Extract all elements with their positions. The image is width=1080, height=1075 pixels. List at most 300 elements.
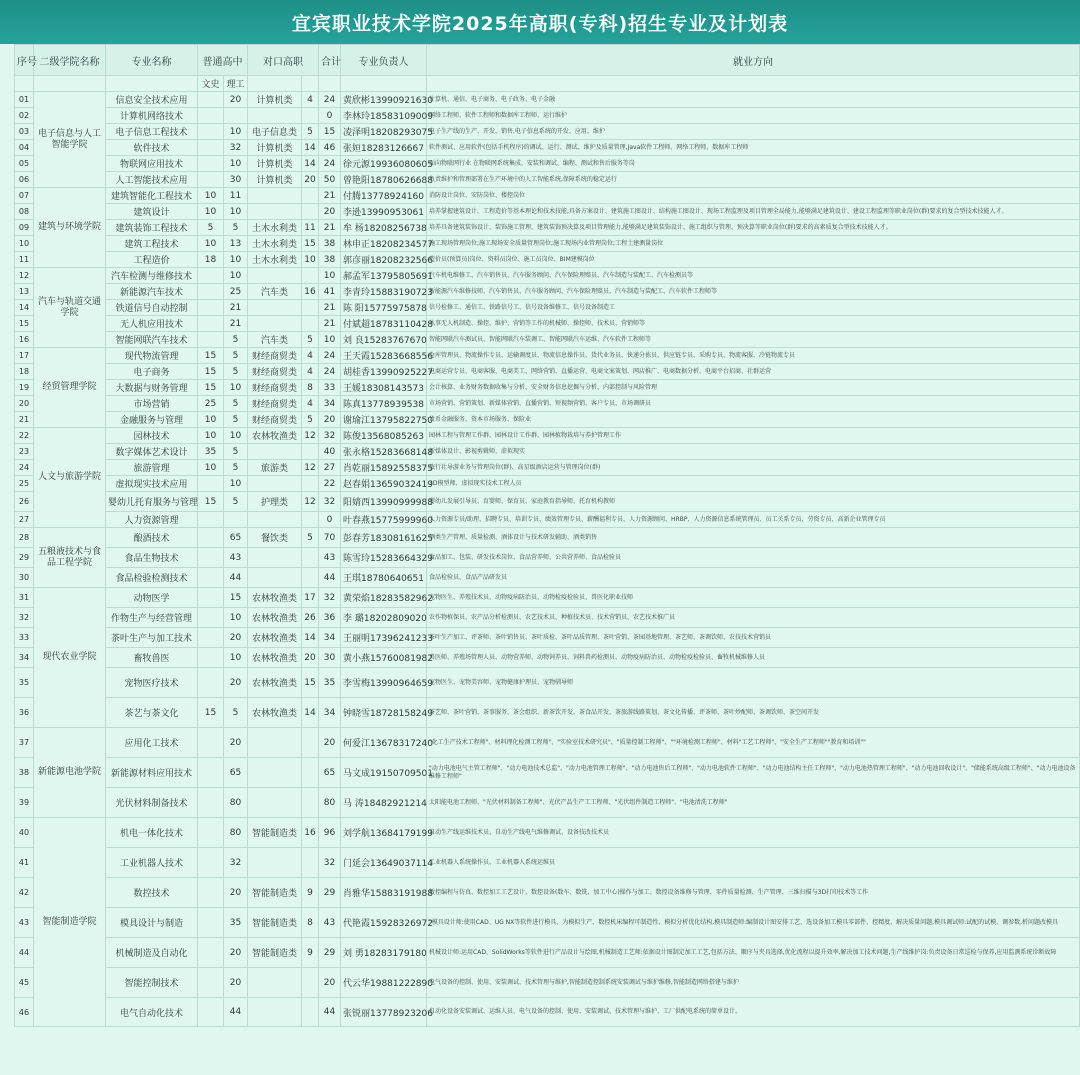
table-row — [15, 364, 1080, 380]
total-cell: 32 — [319, 492, 341, 512]
seq-cell: 46 — [15, 998, 34, 1027]
total-cell: 34 — [319, 628, 341, 648]
seq-cell: 11 — [15, 252, 34, 268]
seq-cell: 14 — [15, 300, 34, 316]
seq-cell: 33 — [15, 628, 34, 648]
major-cell: 汽车检测与维修技术 — [106, 268, 198, 284]
leader-cell: 王丽明17396241233 — [341, 628, 427, 648]
vocational-count-cell — [302, 316, 319, 332]
science-cell: 32 — [224, 140, 248, 156]
total-cell: 70 — [319, 528, 341, 548]
career-cell: 婴幼儿发展引导员、育婴师、保育员、家庭教育指导师、托育机构教师 — [427, 492, 1080, 512]
seq-cell: 06 — [15, 172, 34, 188]
leader-cell: 阳婧西13990999988 — [341, 492, 427, 512]
table-row — [15, 512, 1080, 528]
header-college: 二级学院名称 — [34, 45, 106, 76]
leader-cell: 陈 阳15775975878 — [341, 300, 427, 316]
leader-cell: 李 璐18202809020 — [341, 608, 427, 628]
seq-cell: 44 — [15, 938, 34, 968]
seq-cell: 34 — [15, 648, 34, 668]
vocational-category-cell: 农林牧渔类 — [248, 648, 302, 668]
arts-cell — [198, 124, 224, 140]
vocational-category-cell — [248, 512, 302, 528]
leader-cell: 谢瑜江13795822750 — [341, 412, 427, 428]
arts-cell — [198, 728, 224, 758]
major-cell: 虚拟现实技术应用 — [106, 476, 198, 492]
arts-cell: 15 — [198, 364, 224, 380]
arts-cell — [198, 588, 224, 608]
seq-cell: 22 — [15, 428, 34, 444]
vocational-count-cell: 12 — [302, 428, 319, 444]
leader-cell: 徐元源19936080605 — [341, 156, 427, 172]
college-cell: 新能源电池学院 — [34, 728, 106, 818]
vocational-category-cell: 汽车类 — [248, 332, 302, 348]
career-cell: 施工现场管理岗位;施工现场安全质量管理岗位;施工现场内业管理岗位;工程土建测量岗位 — [427, 236, 1080, 252]
leader-cell: 郭彦丽18208232566 — [341, 252, 427, 268]
vocational-category-cell: 土木水利类 — [248, 252, 302, 268]
subheader-blank — [319, 76, 341, 92]
total-cell: 27 — [319, 460, 341, 476]
vocational-category-cell: 财经商贸类 — [248, 348, 302, 364]
major-cell: 建筑工程技术 — [106, 236, 198, 252]
total-cell: 34 — [319, 698, 341, 728]
career-cell: 负责维护和管理部署在生产环境中的人工智能系统,保障系统的稳定运行 — [427, 172, 1080, 188]
table-row — [15, 220, 1080, 236]
table-row — [15, 968, 1080, 998]
vocational-category-cell: 旅游类 — [248, 460, 302, 476]
vocational-category-cell — [248, 568, 302, 588]
vocational-count-cell — [302, 968, 319, 998]
arts-cell — [198, 608, 224, 628]
total-cell: 36 — [319, 608, 341, 628]
career-cell: 信号检修工、通信工、铁路信号工、信号设备维修工、信号设备制造工 — [427, 300, 1080, 316]
vocational-count-cell: 4 — [302, 396, 319, 412]
total-cell: 32 — [319, 848, 341, 878]
major-cell: 数字媒体艺术设计 — [106, 444, 198, 460]
vocational-count-cell — [302, 788, 319, 818]
total-cell: 20 — [319, 728, 341, 758]
table-row — [15, 528, 1080, 548]
science-cell: 5 — [224, 412, 248, 428]
arts-cell: 10 — [198, 428, 224, 444]
science-cell: 21 — [224, 300, 248, 316]
table-row — [15, 758, 1080, 788]
header-major: 专业名称 — [106, 45, 198, 76]
science-cell: 10 — [224, 124, 248, 140]
career-cell: "化工生产技术工程师"、材料理化检测工程师"、"实验室技术研究员"、"质量控制工程师"、""环境检测工程师"、材料"工艺工程师"、"安全生产工程师""教育和培训"" — [427, 728, 1080, 758]
major-cell: 数控技术 — [106, 878, 198, 908]
major-cell: 旅游管理 — [106, 460, 198, 476]
major-cell: 物联网应用技术 — [106, 156, 198, 172]
vocational-category-cell: 农林牧渔类 — [248, 668, 302, 698]
subheader-science: 理工 — [224, 76, 248, 92]
subheader-blank — [106, 76, 198, 92]
major-cell: 铁道信号自动控制 — [106, 300, 198, 316]
career-cell: 兽医师、养殖场管理人员、动物营养师、动物饲养员、饲料兽药检测员、动物疫病防治员、动物检疫检验员、畜牧机械维修人员 — [427, 648, 1080, 668]
leader-cell: 李林玲18583109009 — [341, 108, 427, 124]
arts-cell — [198, 668, 224, 698]
total-cell: 38 — [319, 236, 341, 252]
table-row — [15, 548, 1080, 568]
table-row — [15, 878, 1080, 908]
career-cell: 茶叶生产加工、评茶师、茶叶销售员、茶叶质检、茶叶品质管理、茶叶营销、茶园基地管理、茶艺师、茶调饮师、农技技术营销员 — [427, 628, 1080, 648]
vocational-category-cell — [248, 476, 302, 492]
leader-cell: 王天霞15283668556 — [341, 348, 427, 364]
table-row — [15, 348, 1080, 364]
vocational-count-cell — [302, 108, 319, 124]
leader-cell: 黄小燕15760081982 — [341, 648, 427, 668]
subheader-blank — [248, 76, 302, 92]
career-cell: 培养掌握建筑设计、工程造价等基本理论和技术技能,具备方案设计、建筑施工图设计、结构施工图设计、现场工程监理及项目管理全局能力,能够满足建筑设计、建设工程监理等职业岗位(群)要求的复合型技术技能人才。 — [427, 204, 1080, 220]
arts-cell — [198, 108, 224, 124]
career-cell: 宠物医生、宠物美容师、宠物健康护理员、宠物驯导师 — [427, 668, 1080, 698]
science-cell: 21 — [224, 316, 248, 332]
vocational-category-cell — [248, 758, 302, 788]
science-cell: 10 — [224, 252, 248, 268]
career-cell: 软件测试、应用软件(包括手机程序)的调试、运行、测试、维护及质量管理,Java软件工程师、网络工程师、数据库工程师 — [427, 140, 1080, 156]
vocational-category-cell: 土木水利类 — [248, 236, 302, 252]
vocational-category-cell — [248, 728, 302, 758]
page-title: 宜宾职业技术学院2025年高职(专科)招生专业及计划表 — [0, 0, 1080, 44]
table-row — [15, 396, 1080, 412]
leader-cell: 牟 杨18208256738 — [341, 220, 427, 236]
table-row — [15, 444, 1080, 460]
table-row — [15, 188, 1080, 204]
major-cell: 计算机网络技术 — [106, 108, 198, 124]
vocational-category-cell — [248, 848, 302, 878]
table-row — [15, 728, 1080, 758]
vocational-count-cell — [302, 188, 319, 204]
arts-cell — [198, 268, 224, 284]
vocational-category-cell: 财经商贸类 — [248, 364, 302, 380]
seq-cell: 10 — [15, 236, 34, 252]
total-cell: 40 — [319, 444, 341, 460]
vocational-category-cell: 餐饮类 — [248, 528, 302, 548]
career-cell: 旅行社导游业务与管理岗位(群)、高星级酒店运营与管理岗位(群) — [427, 460, 1080, 476]
science-cell: 65 — [224, 528, 248, 548]
table-row — [15, 788, 1080, 818]
vocational-count-cell: 14 — [302, 140, 319, 156]
table-row — [15, 268, 1080, 284]
subheader-arts: 文史 — [198, 76, 224, 92]
career-cell: 新媒体设计、影视剪辑师、虚拟现实 — [427, 444, 1080, 460]
total-cell: 32 — [319, 588, 341, 608]
vocational-count-cell — [302, 476, 319, 492]
table-row — [15, 460, 1080, 476]
science-cell: 44 — [224, 568, 248, 588]
table-row — [15, 848, 1080, 878]
college-cell: 现代农业学院 — [34, 588, 106, 728]
career-cell: 新能源汽车维修技师、汽车销售员、汽车服务顾问、汽车保险理赔员、汽车制造与装配工、汽车软件工程师等 — [427, 284, 1080, 300]
table-row — [15, 998, 1080, 1027]
science-cell: 5 — [224, 396, 248, 412]
vocational-category-cell: 土木水利类 — [248, 220, 302, 236]
science-cell — [224, 512, 248, 528]
seq-cell: 43 — [15, 908, 34, 938]
leader-cell: 黄荣焰18283582962 — [341, 588, 427, 608]
career-cell: 会计核算、业务财务数据收集与分析、安全财务信息挖掘与分析、内部控制与风险管理 — [427, 380, 1080, 396]
seq-cell: 31 — [15, 588, 34, 608]
leader-cell: 付腾13778924160 — [341, 188, 427, 204]
major-cell: 酿酒技术 — [106, 528, 198, 548]
vocational-count-cell: 14 — [302, 698, 319, 728]
college-cell: 人文与旅游学院 — [34, 428, 106, 528]
seq-cell: 45 — [15, 968, 34, 998]
major-cell: 无人机应用技术 — [106, 316, 198, 332]
arts-cell: 15 — [198, 492, 224, 512]
career-cell: "模具设计师:使用CAD、UG NX等软件进行模具、为模拟生产、数控机床编程可制造性、模拟分析优化结构,模具制造师:编制设计图安排工艺、选设备加工模具零部件、控精度、解决质量问题,模具调试师:试配的试模、调参数,析问题改模具 — [427, 908, 1080, 938]
seq-cell: 18 — [15, 364, 34, 380]
seq-cell: 17 — [15, 348, 34, 364]
science-cell: 20 — [224, 728, 248, 758]
arts-cell: 25 — [198, 396, 224, 412]
major-cell: 食品检验检测技术 — [106, 568, 198, 588]
seq-cell: 21 — [15, 412, 34, 428]
table-row — [15, 698, 1080, 728]
vocational-category-cell — [248, 188, 302, 204]
career-cell: 培养具备建筑装饰设计、装饰施工管理、建筑装饰预决算及项目管理能力,能够满足建筑装饰设计、施工组织与管理、预决算等职业岗位(群)要求的高素质复合型技术技能人才。 — [427, 220, 1080, 236]
arts-cell: 10 — [198, 188, 224, 204]
total-cell: 24 — [319, 364, 341, 380]
career-cell: 机械设计师:运用CAD、SolidWorks等软件进行产品设计与绘图,机械制造工艺师:依据设计图制定加工工艺,包括方法、顺序与夹具选择,优化流程以提升效率,解决加工技术问题,生产线维护岗:负责设备日常巡检与保养,应用监测系统诊断故障 — [427, 938, 1080, 968]
seq-cell: 05 — [15, 156, 34, 172]
career-cell: 面向物联网行业 在物联网系统集成、安装和调试、编程、测试和售后服务等岗 — [427, 156, 1080, 172]
vocational-category-cell: 智能制造类 — [248, 938, 302, 968]
leader-cell: 刘 良15283767670 — [341, 332, 427, 348]
major-cell: 建筑智能化工程技术 — [106, 188, 198, 204]
leader-cell: 代云华19881222890 — [341, 968, 427, 998]
vocational-count-cell — [302, 512, 319, 528]
arts-cell — [198, 316, 224, 332]
major-cell: 光伏材料制备技术 — [106, 788, 198, 818]
seq-cell: 24 — [15, 460, 34, 476]
major-cell: 人工智能技术应用 — [106, 172, 198, 188]
total-cell: 35 — [319, 668, 341, 698]
career-cell: 自动生产线运维技术员、自动生产线电气维修调试、设备技改技术员 — [427, 818, 1080, 848]
major-cell: 模具设计与制造 — [106, 908, 198, 938]
arts-cell — [198, 788, 224, 818]
total-cell: 43 — [319, 548, 341, 568]
leader-cell: 凌泽明18208293075 — [341, 124, 427, 140]
career-cell: 食品加工、包装、研发技术岗位、食品营养师、公共营养师、食品检验员 — [427, 548, 1080, 568]
science-cell: 20 — [224, 92, 248, 108]
table-row — [15, 316, 1080, 332]
major-cell: 电子商务 — [106, 364, 198, 380]
vocational-category-cell — [248, 268, 302, 284]
leader-cell: 李逊13990953061 — [341, 204, 427, 220]
table-row — [15, 204, 1080, 220]
arts-cell — [198, 968, 224, 998]
table-row — [15, 92, 1080, 108]
seq-cell: 27 — [15, 512, 34, 528]
table-row — [15, 568, 1080, 588]
total-cell: 44 — [319, 568, 341, 588]
total-cell: 24 — [319, 156, 341, 172]
seq-cell: 16 — [15, 332, 34, 348]
vocational-count-cell — [302, 300, 319, 316]
vocational-count-cell: 12 — [302, 460, 319, 476]
table-row — [15, 284, 1080, 300]
vocational-count-cell: 8 — [302, 380, 319, 396]
table-row — [15, 588, 1080, 608]
seq-cell: 15 — [15, 316, 34, 332]
career-cell: 汽车机电维修工、汽车销售员、汽车服务顾问、汽车保险理赔员、汽车制造与装配工、汽车检测员等 — [427, 268, 1080, 284]
career-cell: 数控编程与仿真、数控加工工艺设计、数控设备(数车、数铣、加工中心)操作与加工、数控设备维修与管理、零件质量检测、生产管理、三维扫描与3D打印技术等工作 — [427, 878, 1080, 908]
science-cell: 15 — [224, 588, 248, 608]
arts-cell: 15 — [198, 698, 224, 728]
leader-cell: 何爱江13678317240 — [341, 728, 427, 758]
major-cell: 市场营销 — [106, 396, 198, 412]
table-row — [15, 608, 1080, 628]
vocational-category-cell: 智能制造类 — [248, 818, 302, 848]
career-cell: 太阳能电池工程师、"光伏材料制备工程师"、光伏产品生产工工程师、"光伏组件制造工程师"、"电池清洗工程师" — [427, 788, 1080, 818]
seq-cell: 30 — [15, 568, 34, 588]
leader-cell: 曾艳阳18780626688 — [341, 172, 427, 188]
science-cell: 80 — [224, 788, 248, 818]
vocational-count-cell — [302, 548, 319, 568]
major-cell: 软件技术 — [106, 140, 198, 156]
leader-cell: 肖雅华15883191988 — [341, 878, 427, 908]
vocational-count-cell: 4 — [302, 92, 319, 108]
seq-cell: 40 — [15, 818, 34, 848]
vocational-count-cell: 5 — [302, 528, 319, 548]
seq-cell: 13 — [15, 284, 34, 300]
arts-cell — [198, 938, 224, 968]
vocational-category-cell: 计算机类 — [248, 172, 302, 188]
science-cell: 10 — [224, 156, 248, 172]
major-cell: 金融服务与管理 — [106, 412, 198, 428]
career-cell: 消防设计岗位、安防岗位、楼控岗位 — [427, 188, 1080, 204]
seq-cell: 03 — [15, 124, 34, 140]
leader-cell: 王媛18308143573 — [341, 380, 427, 396]
major-cell: 食品生物技术 — [106, 548, 198, 568]
seq-cell: 02 — [15, 108, 34, 124]
vocational-category-cell: 财经商贸类 — [248, 380, 302, 396]
science-cell: 11 — [224, 188, 248, 204]
table-row — [15, 236, 1080, 252]
vocational-count-cell: 15 — [302, 668, 319, 698]
seq-cell: 36 — [15, 698, 34, 728]
major-cell: 新能源汽车技术 — [106, 284, 198, 300]
seq-cell: 25 — [15, 476, 34, 492]
leader-cell: 李雪梅13990964659 — [341, 668, 427, 698]
table-row — [15, 124, 1080, 140]
arts-cell — [198, 156, 224, 172]
seq-cell: 41 — [15, 848, 34, 878]
total-cell: 20 — [319, 204, 341, 220]
science-cell: 10 — [224, 428, 248, 444]
science-cell: 5 — [224, 698, 248, 728]
science-cell: 32 — [224, 848, 248, 878]
vocational-category-cell: 护理类 — [248, 492, 302, 512]
career-cell: 市场营销、营销策划、新媒体营销、直播营销、短视频营销、客户专员、市场调研员 — [427, 396, 1080, 412]
leader-cell: 马 涛18482921214 — [341, 788, 427, 818]
vocational-count-cell — [302, 268, 319, 284]
total-cell: 20 — [319, 968, 341, 998]
vocational-category-cell: 农林牧渔类 — [248, 628, 302, 648]
science-cell: 80 — [224, 818, 248, 848]
vocational-count-cell: 9 — [302, 878, 319, 908]
major-cell: 电气自动化技术 — [106, 998, 198, 1027]
leader-cell: 马文成19150709501 — [341, 758, 427, 788]
science-cell: 5 — [224, 444, 248, 460]
table-row — [15, 332, 1080, 348]
career-cell: 仓库管理员、物流操作专员、运输调度员、物流信息操作员、货代业务员、快递分拣员、供应链专员、采购专员、物流客服、冷链物流专员 — [427, 348, 1080, 364]
leader-cell: 肖乾丽15892558375 — [341, 460, 427, 476]
table-row — [15, 172, 1080, 188]
career-cell: 计算机、通信、电子商务、电子政务、电子金融 — [427, 92, 1080, 108]
arts-cell — [198, 172, 224, 188]
science-cell: 43 — [224, 548, 248, 568]
leader-cell: 王琪18780640651 — [341, 568, 427, 588]
enrollment-table — [14, 44, 1080, 1027]
career-cell: "动力电池电气主管工程师"、"动力电池技术总监"、"动力电池管理工程师"、"动力电池售后工程师"、"动力电池软件工程师"、"动力电池结构主任工程师"、"动力电池热管理工程师"、"动力电池回收设计"、"储能系统高级工程师"、"动力电池设备维修工程师" — [427, 758, 1080, 788]
science-cell: 10 — [224, 204, 248, 220]
arts-cell: 35 — [198, 444, 224, 460]
science-cell: 5 — [224, 364, 248, 380]
table-row — [15, 628, 1080, 648]
subheader-blank — [302, 76, 319, 92]
vocational-count-cell: 14 — [302, 156, 319, 172]
vocational-category-cell: 智能制造类 — [248, 908, 302, 938]
science-cell: 65 — [224, 758, 248, 788]
header-career: 就业方向 — [427, 45, 1080, 76]
subheader-blank — [15, 76, 34, 92]
arts-cell: 5 — [198, 220, 224, 236]
career-cell: 电商运营专员、电商客服、电商美工、网络营销、直播运营、电商文案策划、网店推广、电商数据分析、电商平台招商、社群运营 — [427, 364, 1080, 380]
seq-cell: 09 — [15, 220, 34, 236]
vocational-category-cell: 农林牧渔类 — [248, 608, 302, 628]
leader-cell: 张锐丽13778923206 — [341, 998, 427, 1027]
table-row — [15, 412, 1080, 428]
college-cell: 经贸管理学院 — [34, 348, 106, 428]
total-cell: 38 — [319, 252, 341, 268]
total-cell: 20 — [319, 412, 341, 428]
arts-cell — [198, 140, 224, 156]
science-cell: 25 — [224, 284, 248, 300]
seq-cell: 12 — [15, 268, 34, 284]
science-cell: 5 — [224, 220, 248, 236]
major-cell: 茶叶生产与加工技术 — [106, 628, 198, 648]
science-cell: 44 — [224, 998, 248, 1027]
leader-cell: 黄欣彬13990921630 — [341, 92, 427, 108]
leader-cell: 陈真13778939538 — [341, 396, 427, 412]
arts-cell — [198, 284, 224, 300]
total-cell: 34 — [319, 396, 341, 412]
career-cell: 从事无人机制造、操控、维护、营销等工作的机械师、操控师、技术员、营销师等 — [427, 316, 1080, 332]
table-row — [15, 668, 1080, 698]
arts-cell: 10 — [198, 236, 224, 252]
vocational-count-cell: 5 — [302, 124, 319, 140]
college-cell: 汽车与轨道交通学院 — [34, 268, 106, 348]
major-cell: 园林技术 — [106, 428, 198, 444]
vocational-count-cell — [302, 998, 319, 1027]
vocational-category-cell: 智能制造类 — [248, 878, 302, 908]
total-cell: 10 — [319, 332, 341, 348]
arts-cell: 18 — [198, 252, 224, 268]
major-cell: 建筑设计 — [106, 204, 198, 220]
leader-cell: 陈雪玲15283664329 — [341, 548, 427, 568]
leader-cell: 张姮18283126667 — [341, 140, 427, 156]
arts-cell: 10 — [198, 204, 224, 220]
vocational-count-cell: 16 — [302, 284, 319, 300]
vocational-count-cell: 17 — [302, 588, 319, 608]
vocational-count-cell — [302, 444, 319, 460]
science-cell: 35 — [224, 908, 248, 938]
arts-cell: 10 — [198, 460, 224, 476]
leader-cell: 钟晓雪18728158249 — [341, 698, 427, 728]
seq-cell: 29 — [15, 548, 34, 568]
